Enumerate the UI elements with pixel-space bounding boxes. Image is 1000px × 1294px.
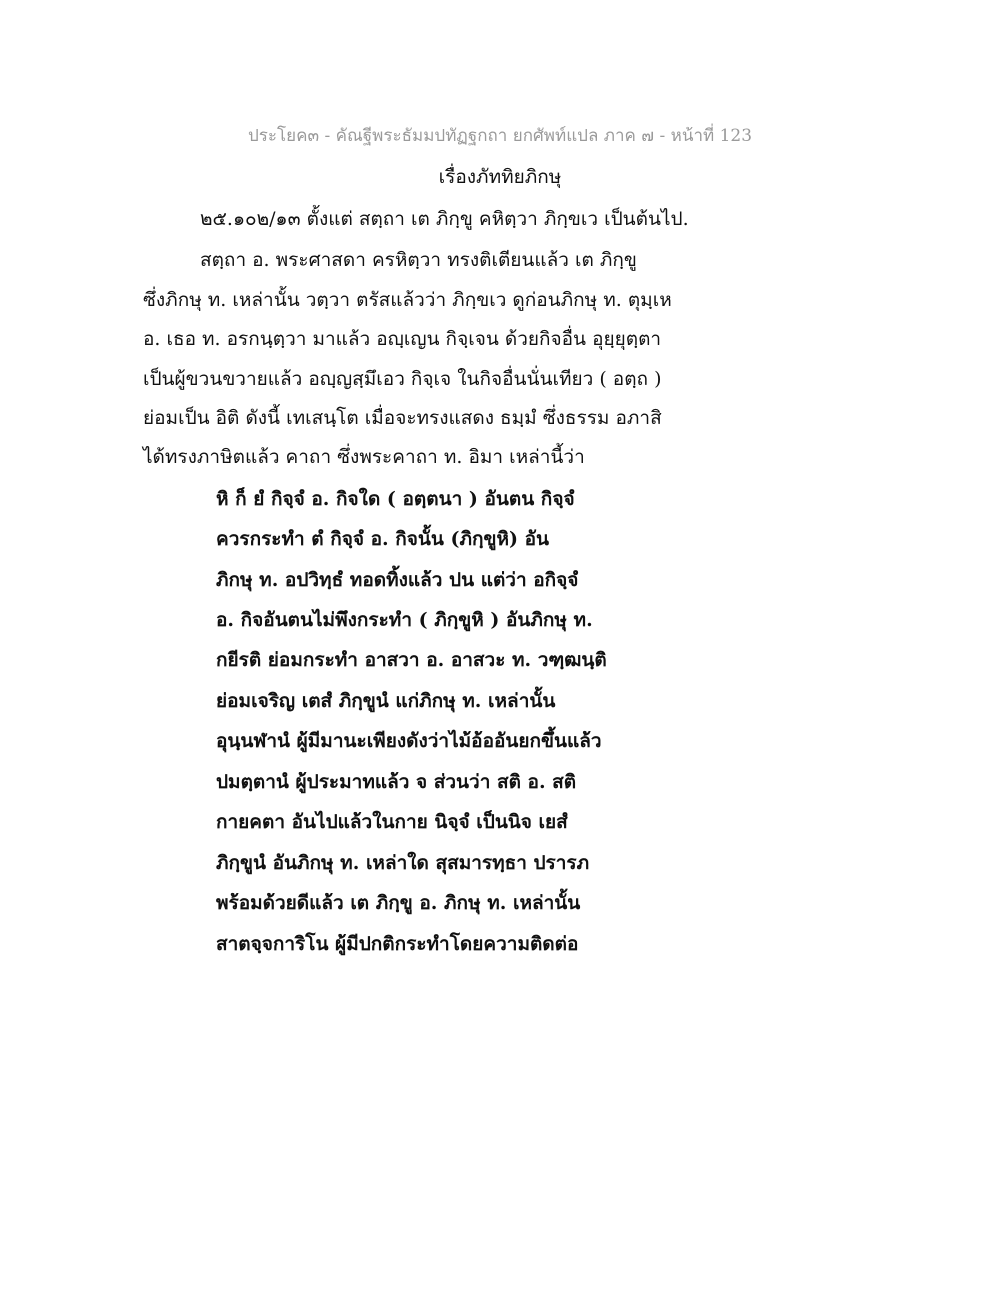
story-title: เรื่องภัททิยภิกษุ xyxy=(438,166,562,188)
verse-line: ภิกฺขูนํ อันภิกษุ ท. เหล่าใด สุสมารทฺธา ปรารภ xyxy=(216,852,590,874)
verse-line: กยีรติ ย่อมกระทำ อาสวา อ. อาสวะ ท. วฑฺฒนฺติ xyxy=(216,649,607,671)
body-line: ซึ่งภิกษุ ท. เหล่านั้น วตฺวา ตรัสแล้วว่า ภิกฺขเว ดูก่อนภิกษุ ท. ตุมฺเห xyxy=(143,289,672,311)
verse-line: พร้อมด้วยดีแล้ว เต ภิกฺขู อ. ภิกษุ ท. เหล่านั้น xyxy=(216,892,581,914)
body-line: ย่อมเป็น อิติ ดังนี้ เทเสนฺโต เมื่อจะทรงแสดง ธมฺมํ ซึ่งธรรม อภาสิ xyxy=(143,407,662,429)
body-line: สตฺถา อ. พระศาสดา ครหิตฺวา ทรงติเตียนแล้ว เต ภิกฺขู xyxy=(200,249,637,271)
verse-line: ย่อมเจริญ เตสํ ภิกฺขูนํ แก่ภิกษุ ท. เหล่านั้น xyxy=(216,690,556,712)
verse-line: ควรกระทำ ตํ กิจฺจํ อ. กิจนั้น (ภิกฺขูหิ) อัน xyxy=(216,528,550,550)
verse-line: หิ ก็ ยํ กิจฺจํ อ. กิจใด ( อตฺตนา ) อันตน กิจฺจํ xyxy=(216,488,575,510)
verse-line: สาตจฺจการิโน ผู้มีปกติกระทำโดยความติดต่อ xyxy=(216,933,579,955)
body-line: ได้ทรงภาษิตแล้ว คาถา ซึ่งพระคาถา ท. อิมา เหล่านี้ว่า xyxy=(143,446,585,468)
verse-line: ภิกษุ ท. อปวิทฺธํ ทอดทิ้งแล้ว ปน แต่ว่า อกิจฺจํ xyxy=(216,569,579,591)
body-line: เป็นผู้ขวนขวายแล้ว อญฺญสฺมึเอว กิจฺเจ ในกิจอื่นนั่นเทียว ( อตฺถ ) xyxy=(143,368,662,390)
intro-line: ๒๕.๑๐๒/๑๓ ตั้งแต่ สตฺถา เต ภิกฺขู คหิตฺวา ภิกฺขเว เป็นต้นไป. xyxy=(200,208,689,230)
verse-line: ปมตฺตานํ ผู้ประมาทแล้ว จ ส่วนว่า สติ อ. สติ xyxy=(216,771,577,793)
verse-line: กายคตา อันไปแล้วในกาย นิจฺจํ เป็นนิจ เยสํ xyxy=(216,811,568,833)
verse-line: อุนฺนฬานํ ผู้มีมานะเพียงดังว่าไม้อ้ออันยกขึ้นแล้ว xyxy=(216,730,602,752)
page-header: ประโยค๓ - คัณฐีพระธัมมปทัฏฐกถา ยกศัพท์แปล ภาค ๗ - หน้าที่ 123 xyxy=(247,126,753,146)
body-line: อ. เธอ ท. อรกนฺตฺวา มาแล้ว อญฺเญน กิจฺเจน ด้วยกิจอื่น อุยฺยุตฺตา xyxy=(143,328,662,350)
verse-line: อ. กิจอันตนไม่พึงกระทำ ( ภิกฺขูหิ ) อันภิกษุ ท. xyxy=(216,609,593,631)
